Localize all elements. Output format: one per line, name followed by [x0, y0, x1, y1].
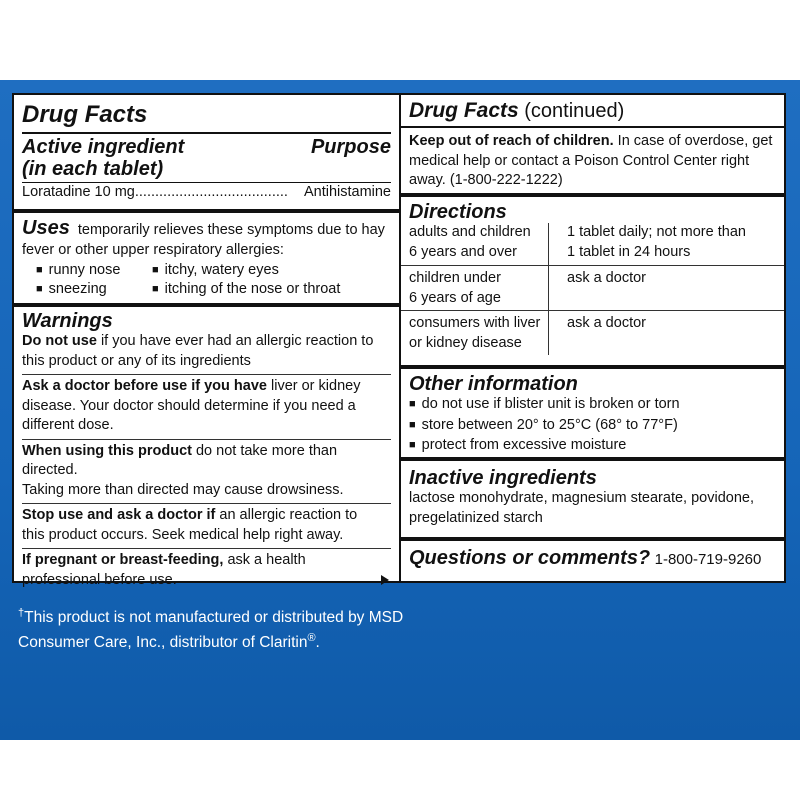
warnings-heading: Warnings [22, 310, 113, 332]
warning-ask-doctor: Ask a doctor before use if you have liver or kidney disease. Your doctor should determine if you need a different dose. [22, 378, 361, 433]
uses-item: ■ itching of the nose or throat [152, 280, 340, 301]
ingredient-purpose: Antihistamine [304, 183, 391, 203]
warning-when-using: When using this product do not take more than directed. Taking more than directed may cause drowsiness. [22, 442, 344, 498]
active-ingredient-section [14, 95, 399, 203]
keep-out-text: Keep out of reach of children. In case of overdose, get medical help or contact a Poison Control Center right away. (1-800-222-1222) [409, 133, 773, 188]
directions-heading: Directions [409, 201, 507, 223]
ingredient-leader-dots: ...................................... [134, 184, 288, 200]
uses-text-2: fever or other upper respiratory allergies: [22, 241, 284, 258]
drug-facts-title: Drug Facts [22, 101, 148, 128]
warning-pregnant: If pregnant or breast-feeding, ask a health professional before use. [22, 551, 391, 590]
active-ingredient-subheading: (in each tablet) [22, 158, 164, 180]
drug-facts-right-column [401, 95, 784, 581]
footnote: †This product is not manufactured or distributed by MSD Consumer Care, Inc., distributor of Claritin®. [18, 607, 404, 652]
uses-item: ■ runny nose [36, 261, 120, 282]
purpose-heading: Purpose [310, 136, 391, 158]
inactive-ingredients-section [401, 457, 784, 539]
questions-heading: Questions or comments? [409, 547, 651, 569]
dagger-mark: † [18, 607, 25, 619]
questions-section [401, 537, 784, 581]
inactive-ingredients-text: lactose monohydrate, magnesium stearate, povidone, pregelatinized starch [409, 490, 754, 526]
questions-phone: 1-800-719-9260 [654, 551, 762, 568]
footnote-line-1: This product is not manufactured or distributed by MSD [24, 609, 404, 627]
continued-arrow-icon [381, 575, 389, 585]
inactive-ingredients-heading: Inactive ingredients [409, 467, 597, 489]
keep-out-section [401, 95, 784, 189]
uses-section [14, 209, 399, 307]
other-info-item: ■ do not use if blister unit is broken or torn [409, 395, 776, 416]
registered-mark: ® [307, 632, 316, 645]
continued-label: (continued) [518, 100, 625, 122]
uses-item: ■ sneezing [36, 280, 107, 301]
other-info-item: ■ store between 20° to 25°C (68° to 77°F) [409, 416, 776, 437]
directions-row: children under 6 years of age ask a doctor [401, 266, 784, 311]
directions-section [401, 193, 784, 361]
warnings-section [14, 303, 399, 588]
uses-heading: Uses [22, 217, 70, 239]
ingredient-row [22, 183, 391, 203]
uses-text: temporarily relieves these symptoms due to hay [77, 222, 385, 238]
other-info-item: ■ protect from excessive moisture [409, 436, 776, 457]
warning-do-not-use: Do not use if you have ever had an allergic reaction to this product or any of its ingredients [22, 333, 374, 369]
warning-stop-use: Stop use and ask a doctor if an allergic reaction to this product occurs. Seek medical help right away. [22, 507, 358, 543]
other-information-section [401, 365, 784, 459]
uses-item: ■ itchy, watery eyes [152, 261, 279, 282]
ingredient-name: Loratadine 10 mg [22, 184, 135, 200]
directions-row: adults and children 6 years and over 1 tablet daily; not more than 1 tablet in 24 hours [401, 223, 784, 266]
active-ingredient-heading: Active ingredient [22, 136, 185, 158]
drug-facts-left-column [14, 95, 401, 588]
drug-facts-panel [12, 93, 786, 588]
other-information-heading: Other information [409, 373, 578, 395]
drug-facts-continued-title: Drug Facts [409, 99, 519, 122]
directions-row: consumers with liver or kidney disease ask a doctor [401, 311, 784, 355]
footnote-line-2: Consumer Care, Inc., distributor of Claritin [18, 634, 308, 652]
